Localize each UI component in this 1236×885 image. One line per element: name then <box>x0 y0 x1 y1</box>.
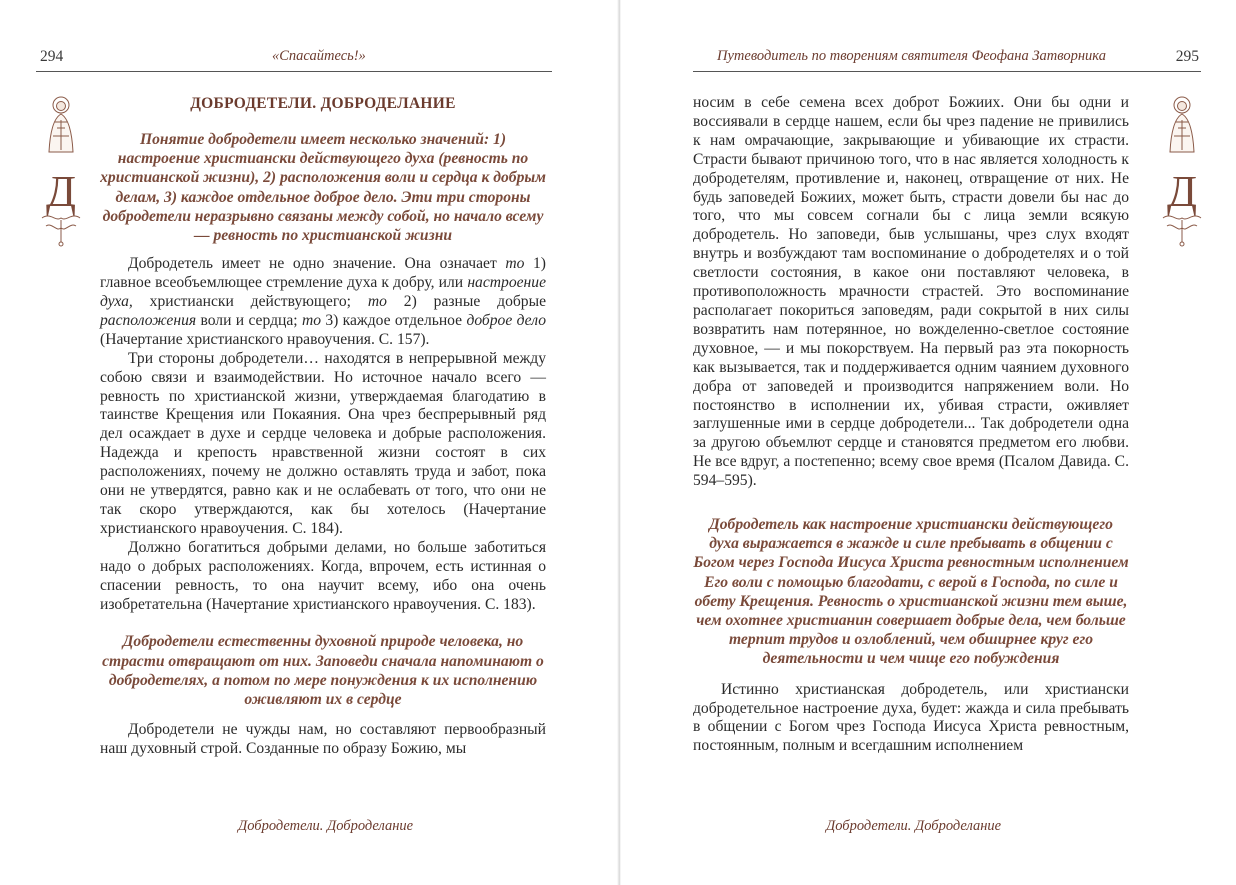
saint-emblem-icon <box>1159 92 1205 250</box>
right-running-title: Путеводитель по творениям святителя Феофана Затворника <box>717 48 1106 64</box>
left-text-block <box>100 94 546 759</box>
right-text-block <box>693 94 1129 756</box>
left-running-title: «Спасайтесь!» <box>272 48 366 64</box>
right-page-number: 295 <box>1175 48 1199 65</box>
left-page <box>0 0 617 885</box>
emblem-letter: Д <box>1166 167 1198 216</box>
left-footer: Добродетели. Доброделание <box>238 818 414 834</box>
paragraph: Добродетели не чужды нам, но составляют первообразный наш духовный строй. Созданные по образу Божию, мы <box>100 721 546 758</box>
lead-summary: Добродетель как настроение христиански действующего духа выражается в жажде и силе пребывать в общении с Богом через Господа Иисуса Христа ревностным исполнением Его воли с помощью благодати, с верой в Господа, по силе и обету Крещения. Ревность о христианской жизни тем выше, чем охотнее христианин совершает добрые дела, чем больше терпит трудов и озлоблений, чем обширнее круг его деятельности и чем чище его побуждения <box>693 516 1129 668</box>
right-footer: Добродетели. Доброделание <box>826 818 1002 834</box>
left-running-head <box>36 48 552 68</box>
left-page-number: 294 <box>40 48 64 65</box>
lead-summary: Добродетели естественны духовной природе человека, но страсти отвращают от них. Заповеди сначала напоминают о добродетелях, а потом по мере понуждения к их исполнению оживляют их в сердце <box>102 633 544 709</box>
paragraph: носим в себе семена всех доброт Божиих. Они бы одни и воссиявали в сердце нашем, если бы чрез падение не привились к нам омрачающие, закрывающие и убивающие их страсти. Страсти бывают причиною того, что в нас является холодность к добродетелям, противление и, наконец, отвращение от них. Не будь заповедей Божиих, может быть, страсти довели бы нас до того, что мы совсем согнали бы с лица земли всякую добродетель. Но заповеди, быв услышаны, чрез слух входят внутрь и возбуждают там воспоминание о добродетелях и о той светлости состояния, в какое они поставляют человека, в противоположность мрачности страстей. Это воспоминание располагает покориться заповедям, ради сокрытой в них силы возвратить нам потерянное, но вожделенно-светлое состояние духовное, — и мы покорствуем. На первый раз эта покорность как вызывается, так и поддерживается одним чаянием духовного добра от заповедей и производится напряжением воли. Но постоянство в исполнении их, убивая страсти, оживляет заглушенные ими в сердце добродетели... Так добродетели одна за другою объемлют сердце и становятся предметом его любви. Не все вдруг, а постепенно; всему свое время (Псалом Давида. С. 594–595). <box>693 94 1129 490</box>
paragraph: Три стороны добродетели… находятся в непрерывной между собою связи и взаимодействии. Но источное начало всего — ревность по христианской жизни, утверждаемая благодатию в таинстве Крещения или Покаяния. Она чрез беспрерывный ряд дел осаждает в духе и сердце человека и добрые расположения. Надежда и крепость нравственной жизни состоят в сих расположениях, почему не должно оставлять труда и забот, пока они не утвердятся, равно как и не ослабевать от того, что они не так скоро утверждаются, как бы хотелось (Начертание христианского нравоучения. С. 184). <box>100 349 546 537</box>
emblem-letter: Д <box>45 167 77 216</box>
paragraph: Должно богатиться добрыми делами, но больше заботиться надо о добрых расположениях. Когда, впрочем, есть истинная о спасении ревность, то она научит всему, ибо она очень изобретательна (Начертание христианского нравоучения. С. 183). <box>100 538 546 613</box>
left-header-rule <box>36 71 552 72</box>
saint-emblem-icon <box>38 92 84 250</box>
right-running-head <box>693 48 1201 68</box>
right-page <box>621 0 1236 885</box>
right-header-rule <box>693 71 1201 72</box>
paragraph: Добродетель имеет не одно значение. Она означает то 1) главное всеобъемлющее стремление духа к добру, или настроение духа, христиански действующего; то 2) разные добрые расположения воли и сердца; то 3) каждое отдельное доброе дело (Начертание христианского нравоучения. С. 157). <box>100 255 547 348</box>
section-title: ДОБРОДЕТЕЛИ. ДОБРОДЕЛАНИЕ <box>190 95 456 112</box>
lead-summary: Понятие добродетели имеет несколько значений: 1) настроение христиански действующего духа (ревность по христианской жизни), 2) расположения воли и сердца к добрым делам, 3) каждое отдельное доброе дело. Эти три стороны добродетели неразрывно связаны между собой, но начало всему — ревность по христианской жизни <box>100 131 546 245</box>
paragraph: Истинно христианская добродетель, или христиански добродетельное настроение духа, будет: жажда и сила пребывать в общении с Богом чрез Господа Иисуса Христа ревностным, постоянным, полным и всегдашним исполнением <box>693 680 1129 755</box>
